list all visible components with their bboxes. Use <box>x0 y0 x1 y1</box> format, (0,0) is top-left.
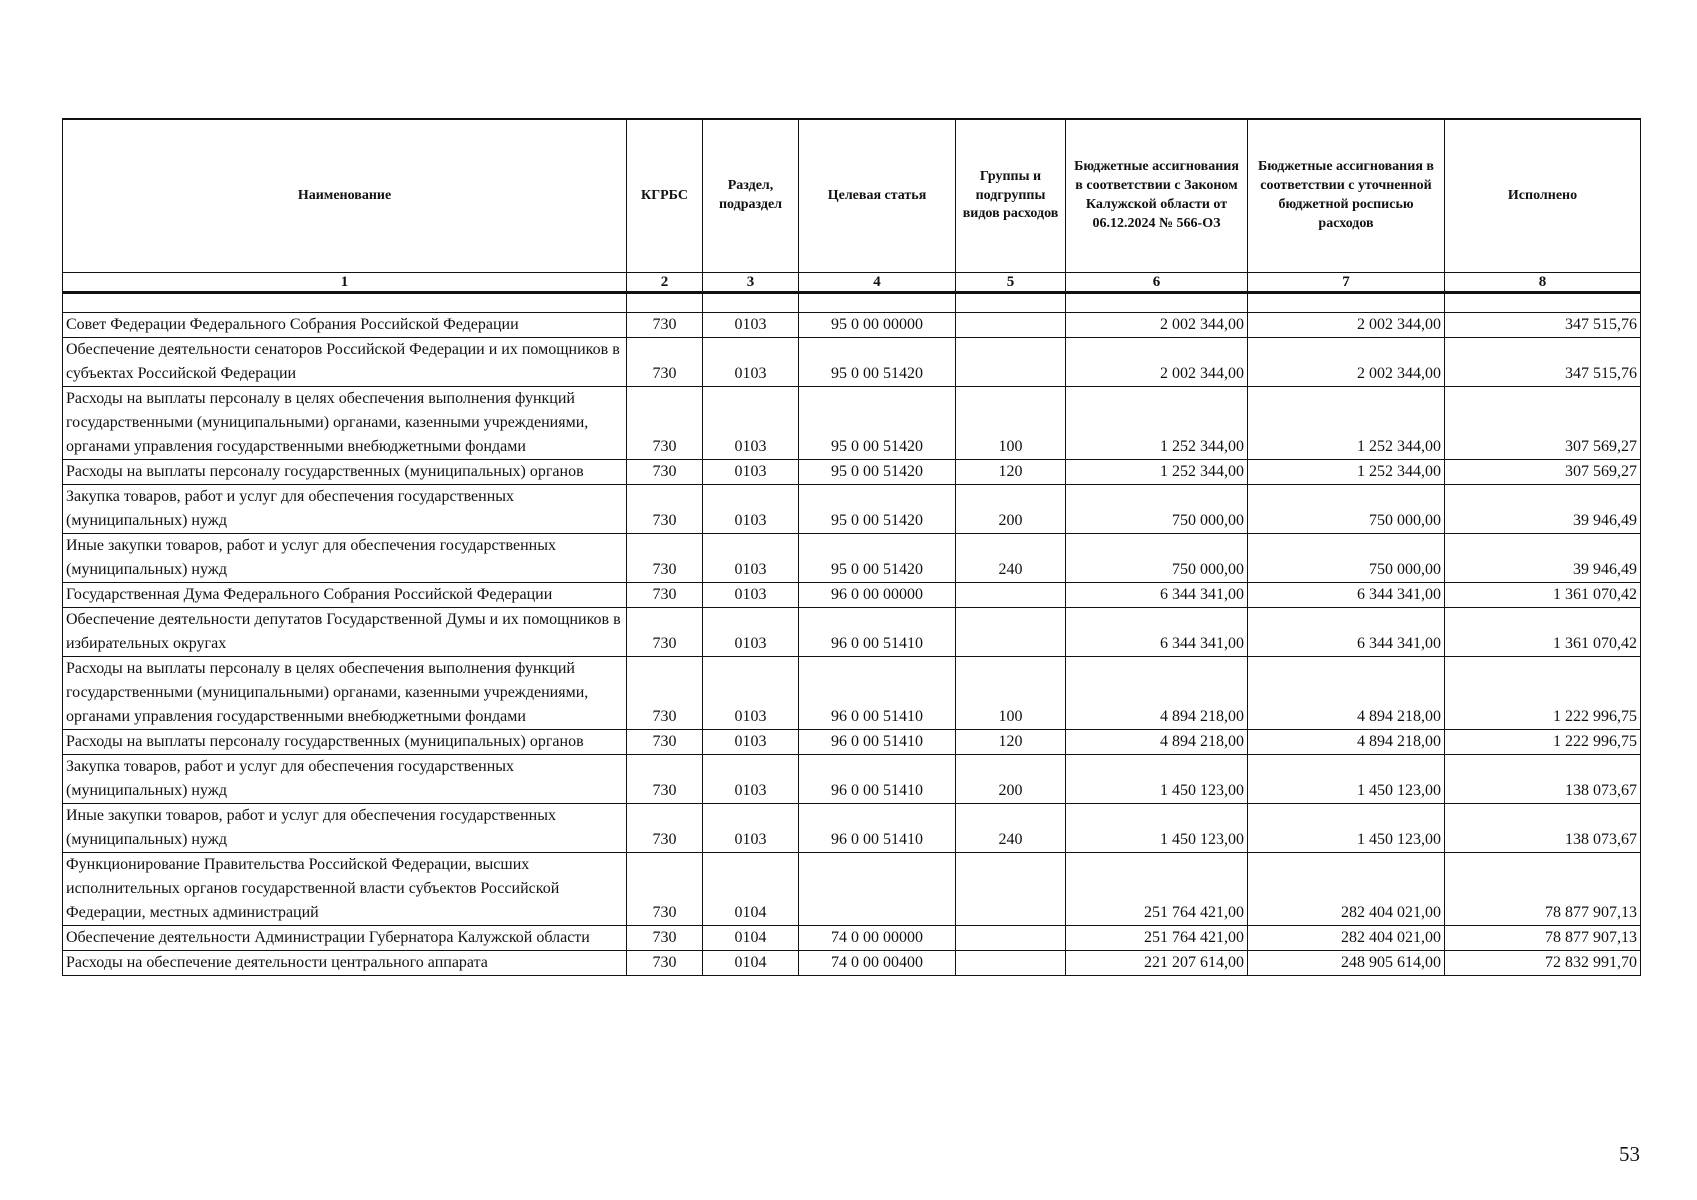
column-number: 2 <box>627 273 703 293</box>
table-row <box>63 608 1641 657</box>
row-target-article: 96 0 00 51410 <box>799 608 956 657</box>
row-expense-group: 100 <box>956 657 1066 730</box>
row-executed: 78 877 907,13 <box>1445 926 1641 951</box>
row-target-article: 95 0 00 00000 <box>799 313 956 338</box>
row-target-article: 95 0 00 51420 <box>799 485 956 534</box>
row-expense-group: 240 <box>956 534 1066 583</box>
row-expense-group: 240 <box>956 804 1066 853</box>
budget-execution-table <box>62 118 1641 976</box>
row-expense-group: 120 <box>956 460 1066 485</box>
row-executed: 72 832 991,70 <box>1445 951 1641 976</box>
row-expense-group <box>956 583 1066 608</box>
row-kgrbs: 730 <box>627 338 703 387</box>
header-refined-allocation: Бюджетные ассигнования в соответствии с уточненной бюджетной росписью расходов <box>1248 119 1445 273</box>
row-executed: 1 222 996,75 <box>1445 657 1641 730</box>
row-section: 0103 <box>703 460 799 485</box>
row-kgrbs: 730 <box>627 460 703 485</box>
row-refined-allocation: 750 000,00 <box>1248 534 1445 583</box>
row-kgrbs: 730 <box>627 485 703 534</box>
row-section: 0103 <box>703 804 799 853</box>
row-target-article: 96 0 00 51410 <box>799 730 956 755</box>
header-executed: Исполнено <box>1445 119 1641 273</box>
row-target-article: 96 0 00 00000 <box>799 583 956 608</box>
spacer-row <box>63 293 1641 313</box>
row-refined-allocation: 248 905 614,00 <box>1248 951 1445 976</box>
row-expense-group <box>956 853 1066 926</box>
column-number: 7 <box>1248 273 1445 293</box>
row-name: Функционирование Правительства Российской Федерации, высших исполнительных органов государственной власти субъектов Российской Федерации, местных администраций <box>63 853 627 926</box>
row-kgrbs: 730 <box>627 853 703 926</box>
table-row <box>63 485 1641 534</box>
table-row <box>63 755 1641 804</box>
row-name: Закупка товаров, работ и услуг для обеспечения государственных (муниципальных) нужд <box>63 755 627 804</box>
row-refined-allocation: 4 894 218,00 <box>1248 657 1445 730</box>
row-name: Обеспечение деятельности Администрации Губернатора Калужской области <box>63 926 627 951</box>
row-section: 0103 <box>703 387 799 460</box>
row-section: 0103 <box>703 313 799 338</box>
row-name: Расходы на выплаты персоналу в целях обеспечения выполнения функций государственными (муниципальными) органами, казенными учреждениями, органами управления государственными внебюджетными фондами <box>63 387 627 460</box>
row-law-allocation: 1 450 123,00 <box>1066 755 1248 804</box>
table-row <box>63 730 1641 755</box>
row-law-allocation: 251 764 421,00 <box>1066 853 1248 926</box>
row-section: 0104 <box>703 951 799 976</box>
row-target-article: 96 0 00 51410 <box>799 804 956 853</box>
row-section: 0103 <box>703 534 799 583</box>
row-executed: 138 073,67 <box>1445 755 1641 804</box>
row-executed: 138 073,67 <box>1445 804 1641 853</box>
table-row <box>63 313 1641 338</box>
row-refined-allocation: 2 002 344,00 <box>1248 338 1445 387</box>
row-refined-allocation: 282 404 021,00 <box>1248 853 1445 926</box>
budget-table-page <box>62 118 1640 976</box>
row-target-article: 96 0 00 51410 <box>799 657 956 730</box>
row-law-allocation: 1 252 344,00 <box>1066 460 1248 485</box>
row-executed: 1 222 996,75 <box>1445 730 1641 755</box>
row-section: 0103 <box>703 657 799 730</box>
table-row <box>63 804 1641 853</box>
row-name: Расходы на выплаты персоналу государственных (муниципальных) органов <box>63 460 627 485</box>
row-executed: 307 569,27 <box>1445 460 1641 485</box>
row-law-allocation: 6 344 341,00 <box>1066 608 1248 657</box>
row-kgrbs: 730 <box>627 755 703 804</box>
row-kgrbs: 730 <box>627 608 703 657</box>
table-row <box>63 951 1641 976</box>
row-executed: 347 515,76 <box>1445 338 1641 387</box>
row-name: Государственная Дума Федерального Собрания Российской Федерации <box>63 583 627 608</box>
row-name: Обеспечение деятельности депутатов Государственной Думы и их помощников в избирательных округах <box>63 608 627 657</box>
row-kgrbs: 730 <box>627 534 703 583</box>
row-law-allocation: 4 894 218,00 <box>1066 730 1248 755</box>
row-executed: 39 946,49 <box>1445 485 1641 534</box>
row-law-allocation: 251 764 421,00 <box>1066 926 1248 951</box>
column-number: 8 <box>1445 273 1641 293</box>
row-name: Совет Федерации Федерального Собрания Российской Федерации <box>63 313 627 338</box>
row-section: 0103 <box>703 608 799 657</box>
row-law-allocation: 2 002 344,00 <box>1066 338 1248 387</box>
table-row <box>63 657 1641 730</box>
row-kgrbs: 730 <box>627 313 703 338</box>
table-header-row <box>63 119 1641 273</box>
table-row <box>63 460 1641 485</box>
row-target-article: 95 0 00 51420 <box>799 460 956 485</box>
page-number: 53 <box>1619 1142 1640 1166</box>
row-target-article: 95 0 00 51420 <box>799 387 956 460</box>
row-refined-allocation: 1 450 123,00 <box>1248 755 1445 804</box>
row-section: 0103 <box>703 338 799 387</box>
row-target-article: 95 0 00 51420 <box>799 534 956 583</box>
row-expense-group: 100 <box>956 387 1066 460</box>
column-number: 5 <box>956 273 1066 293</box>
row-executed: 1 361 070,42 <box>1445 583 1641 608</box>
row-target-article: 96 0 00 51410 <box>799 755 956 804</box>
row-target-article: 74 0 00 00000 <box>799 926 956 951</box>
row-law-allocation: 750 000,00 <box>1066 485 1248 534</box>
row-expense-group: 200 <box>956 755 1066 804</box>
row-name: Обеспечение деятельности сенаторов Российской Федерации и их помощников в субъектах Российской Федерации <box>63 338 627 387</box>
row-kgrbs: 730 <box>627 926 703 951</box>
row-refined-allocation: 6 344 341,00 <box>1248 583 1445 608</box>
table-row <box>63 534 1641 583</box>
row-expense-group <box>956 313 1066 338</box>
table-row <box>63 926 1641 951</box>
row-section: 0103 <box>703 730 799 755</box>
row-target-article: 74 0 00 00400 <box>799 951 956 976</box>
row-refined-allocation: 1 252 344,00 <box>1248 460 1445 485</box>
row-executed: 347 515,76 <box>1445 313 1641 338</box>
row-refined-allocation: 4 894 218,00 <box>1248 730 1445 755</box>
row-expense-group: 200 <box>956 485 1066 534</box>
row-kgrbs: 730 <box>627 804 703 853</box>
header-target-article: Целевая статья <box>799 119 956 273</box>
row-section: 0103 <box>703 755 799 804</box>
row-executed: 1 361 070,42 <box>1445 608 1641 657</box>
row-law-allocation: 2 002 344,00 <box>1066 313 1248 338</box>
row-expense-group <box>956 951 1066 976</box>
row-name: Закупка товаров, работ и услуг для обеспечения государственных (муниципальных) нужд <box>63 485 627 534</box>
column-number: 1 <box>63 273 627 293</box>
table-body <box>63 293 1641 976</box>
row-law-allocation: 6 344 341,00 <box>1066 583 1248 608</box>
row-name: Иные закупки товаров, работ и услуг для обеспечения государственных (муниципальных) нужд <box>63 804 627 853</box>
row-executed: 39 946,49 <box>1445 534 1641 583</box>
row-expense-group <box>956 338 1066 387</box>
header-section: Раздел, подраздел <box>703 119 799 273</box>
row-expense-group <box>956 608 1066 657</box>
header-kgrbs: КГРБС <box>627 119 703 273</box>
row-target-article <box>799 853 956 926</box>
row-executed: 78 877 907,13 <box>1445 853 1641 926</box>
row-kgrbs: 730 <box>627 387 703 460</box>
row-kgrbs: 730 <box>627 951 703 976</box>
row-law-allocation: 1 252 344,00 <box>1066 387 1248 460</box>
row-target-article: 95 0 00 51420 <box>799 338 956 387</box>
row-expense-group <box>956 926 1066 951</box>
row-expense-group: 120 <box>956 730 1066 755</box>
row-law-allocation: 4 894 218,00 <box>1066 657 1248 730</box>
header-law-allocation: Бюджетные ассигнования в соответствии с Законом Калужской области от 06.12.2024 № 566-ОЗ <box>1066 119 1248 273</box>
table-row <box>63 387 1641 460</box>
row-law-allocation: 1 450 123,00 <box>1066 804 1248 853</box>
row-refined-allocation: 1 450 123,00 <box>1248 804 1445 853</box>
row-refined-allocation: 750 000,00 <box>1248 485 1445 534</box>
column-number: 3 <box>703 273 799 293</box>
column-number-row <box>63 273 1641 293</box>
table-row <box>63 853 1641 926</box>
row-kgrbs: 730 <box>627 730 703 755</box>
row-refined-allocation: 1 252 344,00 <box>1248 387 1445 460</box>
table-row <box>63 338 1641 387</box>
header-expense-group: Группы и подгруппы видов расходов <box>956 119 1066 273</box>
row-refined-allocation: 2 002 344,00 <box>1248 313 1445 338</box>
row-refined-allocation: 282 404 021,00 <box>1248 926 1445 951</box>
row-law-allocation: 221 207 614,00 <box>1066 951 1248 976</box>
row-law-allocation: 750 000,00 <box>1066 534 1248 583</box>
row-executed: 307 569,27 <box>1445 387 1641 460</box>
row-name: Расходы на выплаты персоналу в целях обеспечения выполнения функций государственными (муниципальными) органами, казенными учреждениями, органами управления государственными внебюджетными фондами <box>63 657 627 730</box>
row-section: 0103 <box>703 583 799 608</box>
row-section: 0104 <box>703 926 799 951</box>
row-kgrbs: 730 <box>627 657 703 730</box>
column-number: 6 <box>1066 273 1248 293</box>
row-name: Иные закупки товаров, работ и услуг для обеспечения государственных (муниципальных) нужд <box>63 534 627 583</box>
row-name: Расходы на выплаты персоналу государственных (муниципальных) органов <box>63 730 627 755</box>
row-section: 0104 <box>703 853 799 926</box>
table-row <box>63 583 1641 608</box>
row-kgrbs: 730 <box>627 583 703 608</box>
row-name: Расходы на обеспечение деятельности центрального аппарата <box>63 951 627 976</box>
column-number: 4 <box>799 273 956 293</box>
row-refined-allocation: 6 344 341,00 <box>1248 608 1445 657</box>
row-section: 0103 <box>703 485 799 534</box>
header-name: Наименование <box>63 119 627 273</box>
